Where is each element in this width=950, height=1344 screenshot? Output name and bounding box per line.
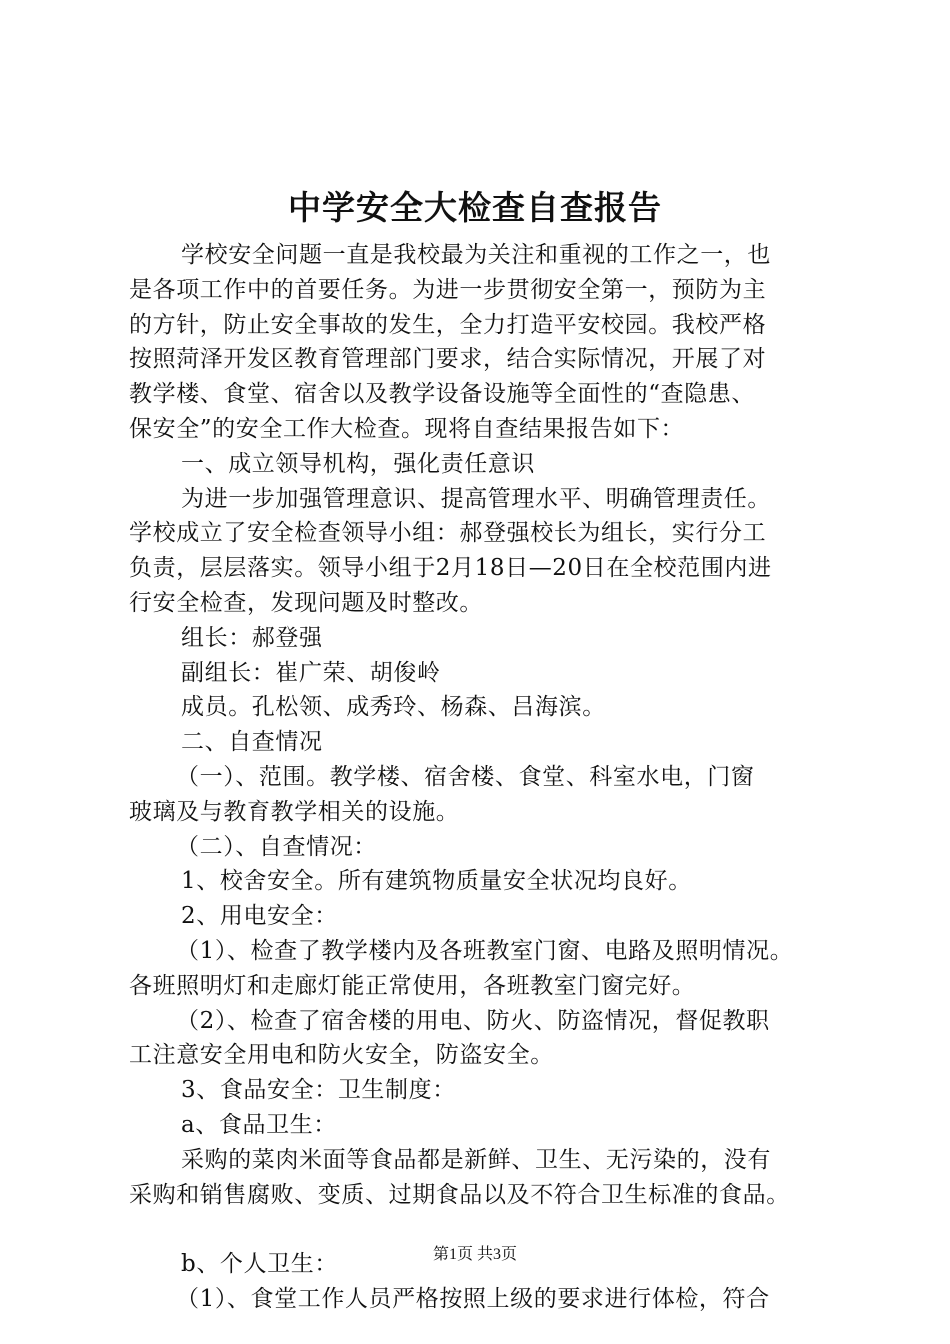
paragraph-line: 组长：郝登强 [181,624,323,651]
paragraph-line: 各班照明灯和走廊灯能正常使用，各班教室门窗完好。 [129,972,696,999]
blank-line [129,1212,834,1247]
paragraph-line: 成员。孔松领、成秀玲、杨森、吕海滨。 [181,694,606,721]
paragraph-line: （二）、自查情况： [176,833,377,860]
paragraph-line: 学校安全问题一直是我校最为关注和重视的工作之一，也 [181,242,771,268]
paragraph-line: （1）、食堂工作人员严格按照上级的要求进行体检，符合 [176,1285,770,1312]
paragraph-line: 工注意安全用电和防火安全，防盗安全。 [129,1042,554,1069]
paragraph-line: （一）、范围。教学楼、宿舍楼、食堂、科室水电，门窗 [176,763,755,790]
document-body [129,238,834,1317]
paragraph-line: 玻璃及与教育教学相关的设施。 [129,798,460,825]
document-title: 中学安全大检查自查报告 [288,188,662,227]
paragraph-line: 采购的菜肉米面等食品都是新鲜、卫生、无污染的，没有 [181,1146,771,1173]
paragraph-line: 学校成立了安全检查领导小组：郝登强校长为组长，实行分工 [129,520,767,547]
paragraph-line: 为进一步加强管理意识、提高管理水平、明确管理责任。 [181,485,771,512]
paragraph-line: 按照菏泽开发区教育管理部门要求，结合实际情况，开展了对 [129,346,767,373]
paragraph-line: （1）、检查了教学楼内及各班教室门窗、电路及照明情况。 [176,937,794,964]
paragraph-line: （2）、检查了宿舍楼的用电、防火、防盗情况，督促教职 [176,1007,770,1034]
section-heading: 一、成立领导机构，强化责任意识 [181,450,535,477]
paragraph-line: 的方针，防止安全事故的发生，全力打造平安校园。我校严格 [129,311,767,338]
paragraph-line: 3、食品安全：卫生制度： [181,1077,456,1104]
paragraph-line: 保安全”的安全工作大检查。现将自查结果报告如下： [129,415,685,442]
paragraph-line: 教学楼、食堂、宿舍以及教学设备设施等全面性的“查隐患、 [129,381,755,408]
paragraph-line: 1、校舍安全。所有建筑物质量安全状况均良好。 [181,868,692,895]
page-footer: 第1页 共3页 [432,1246,517,1263]
paragraph-line: 行安全检查，发现问题及时整改。 [129,589,483,616]
paragraph-line: 2、用电安全： [181,903,338,930]
paragraph-line: b、个人卫生： [181,1251,338,1278]
section-heading: 二、自查情况 [181,729,323,756]
paragraph-line: 副组长：崔广荣、胡俊岭 [181,659,441,686]
paragraph-line: a、食品卫生： [181,1111,337,1138]
paragraph-line: 是各项工作中的首要任务。为进一步贯彻安全第一，预防为主 [129,276,767,303]
paragraph-line: 采购和销售腐败、变质、过期食品以及不符合卫生标准的食品。 [129,1181,790,1208]
paragraph-line: 负责，层层落实。领导小组于2月18日—20日在全校范围内进 [129,555,772,582]
